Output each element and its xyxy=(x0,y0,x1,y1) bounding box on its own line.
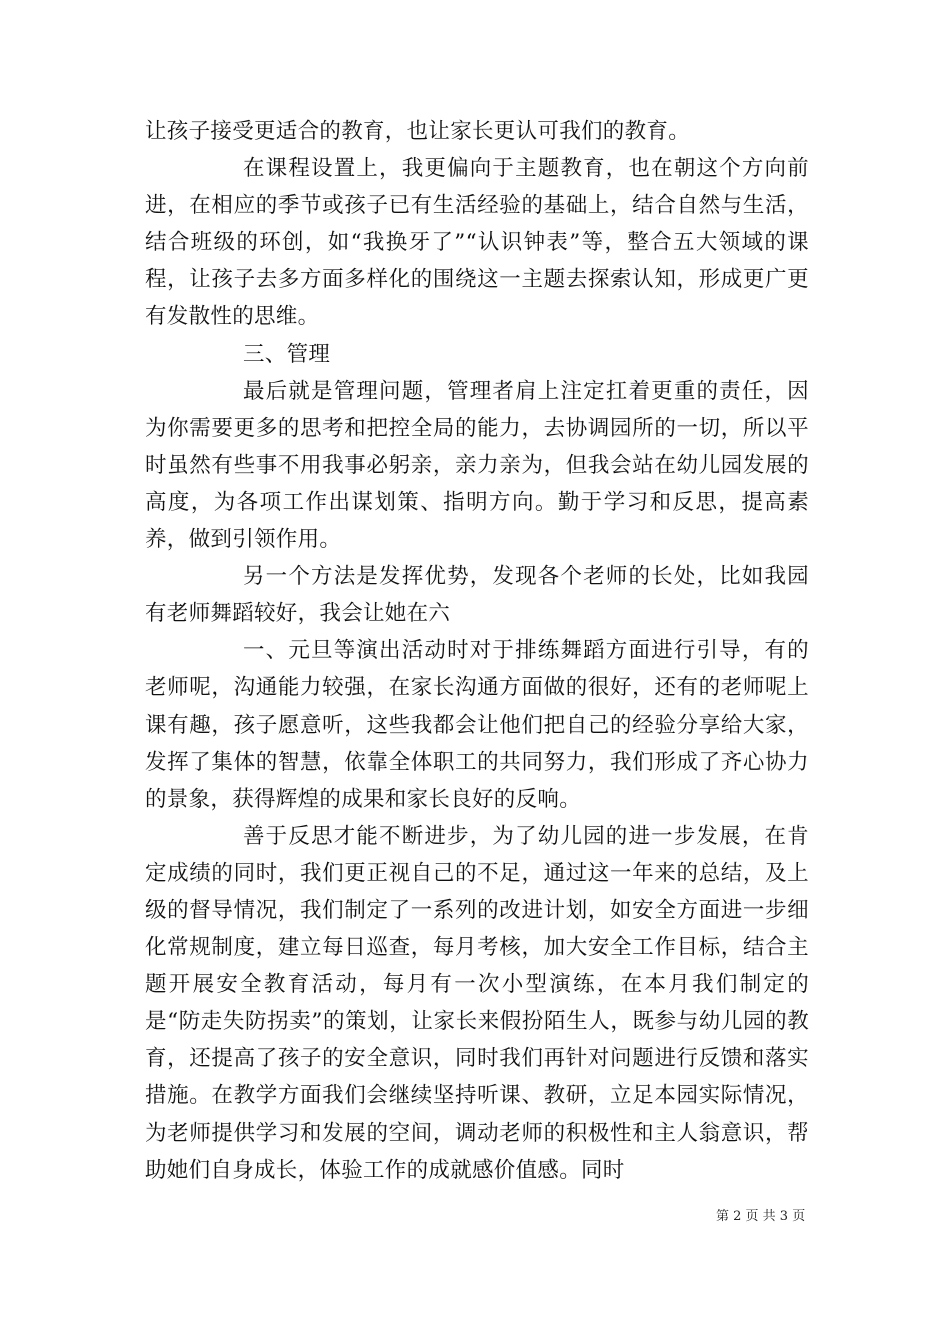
paragraph: 让孩子接受更适合的教育，也让家长更认可我们的教育。 xyxy=(145,119,691,144)
paragraph: 一、元旦等演出活动时对于排练舞蹈方面进行引导，有的老师呢，沟通能力较强，在家长沟通方面做的很好，还有的老师呢上课有趣，孩子愿意听，这些我都会让他们把自己的经验分享给大家，发挥了集体的智慧，依靠全体职工的共同努力，我们形成了齐心协力的景象，获得辉煌的成果和家长良好的反响。 xyxy=(145,638,809,812)
paragraph: 善于反思才能不断进步，为了幼儿园的进一步发展，在肯定成绩的同时，我们更正视自己的不足，通过这一年来的总结，及上级的督导情况，我们制定了一系列的改进计划，如安全方面进一步细化常规制度，建立每日巡查，每月考核，加大安全工作目标，结合主题开展安全教育活动，每月有一次小型演练，在本月我们制定的是“防走失防拐卖”的策划，让家长来假扮陌生人，既参与幼儿园的教育，还提高了孩子的安全意识，同时我们再针对问题进行反馈和落实措施。在教学方面我们会继续坚持听课、教研，立足本园实际情况，为老师提供学习和发展的空间，调动老师的积极性和主人翁意识，帮助她们自身成长，体验工作的成就感价值感。同时 xyxy=(145,823,809,1183)
paragraph: 在课程设置上，我更偏向于主题教育，也在朝这个方向前进，在相应的季节或孩子已有生活经验的基础上，结合自然与生活，结合班级的环创，如“我换牙了”“认识钟表”等，整合五大领域的课程，让孩子去多方面多样化的围绕这一主题去探索认知，形成更广更有发散性的思维。 xyxy=(145,156,809,330)
document-body xyxy=(145,113,809,1189)
paragraph: 另一个方法是发挥优势，发现各个老师的长处，比如我园有老师舞蹈较好，我会让她在六 xyxy=(145,564,809,627)
page-number-footer: 第 2 页 共 3 页 xyxy=(716,1209,806,1224)
paragraph: 最后就是管理问题，管理者肩上注定扛着更重的责任，因为你需要更多的思考和把控全局的能力，去协调园所的一切，所以平时虽然有些事不用我事必躬亲，亲力亲为，但我会站在幼儿园发展的高度，为各项工作出谋划策、指明方向。勤于学习和反思，提高素养，做到引领作用。 xyxy=(145,378,809,553)
section-heading: 三、管理 xyxy=(243,341,331,367)
